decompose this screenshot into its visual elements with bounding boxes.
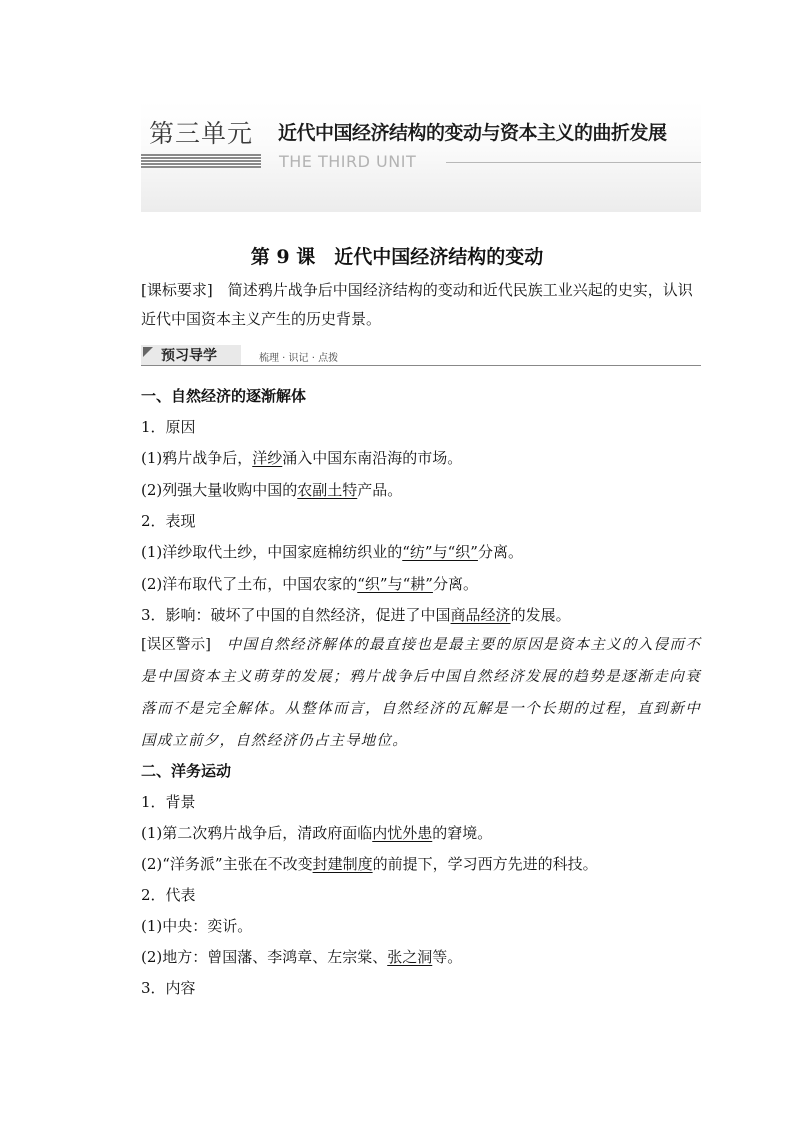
text: (2)地方：曾国藩、李鸿章、左宗棠、 [141, 948, 388, 966]
unit-label: 第三单元 [149, 119, 254, 148]
paragraph [141, 946, 462, 967]
section-heading: 二、洋务运动 [141, 762, 232, 780]
text: (2)洋布取代了土布，中国农家的 [141, 575, 358, 593]
text: 等。 [432, 948, 463, 966]
underlined-term: 洋纱 [252, 449, 283, 467]
text: 产品。 [357, 481, 403, 499]
underlined-term: 张之洞 [387, 948, 433, 966]
text: (1)鸦片战争后， [141, 449, 253, 467]
decorative-stripes [141, 154, 261, 168]
triangle-icon [143, 347, 153, 357]
paragraph [141, 541, 523, 562]
paragraph [141, 822, 492, 843]
underlined-term: 商品经济 [450, 606, 511, 624]
warning-note [141, 629, 701, 757]
paragraph [141, 447, 462, 468]
text: 分离。 [477, 543, 523, 561]
text: 的发展。 [510, 606, 571, 624]
paragraph [141, 479, 402, 500]
standard-requirement [141, 276, 701, 334]
subheading: 1．原因 [141, 418, 196, 436]
subheading: 1．背景 [141, 793, 196, 811]
underlined-term: 农副土特 [297, 481, 358, 499]
text: 的窘境。 [432, 824, 493, 842]
section-label: 预习导学 [161, 348, 217, 364]
warning-tag: [误区警示] [141, 637, 211, 653]
paragraph: (1)中央：奕䜣。 [141, 917, 253, 935]
paragraph [141, 604, 571, 625]
section-bar [141, 344, 701, 366]
text: 3．影响：破坏了中国的自然经济，促进了中国 [141, 606, 451, 624]
unit-english-title: THE THIRD UNIT [279, 152, 417, 171]
divider [446, 162, 701, 163]
paragraph [141, 853, 598, 874]
underlined-term: “纺”与“织” [402, 543, 478, 561]
subheading: 3．内容 [141, 979, 196, 997]
text: 涌入中国东南沿海的市场。 [282, 449, 463, 467]
section-sub: 梳理 · 识记 · 点拨 [259, 353, 339, 364]
standard-tag: [课标要求] [141, 281, 213, 299]
warning-text: 中国自然经济解体的最直接也是最主要的原因是资本主义的入侵而不是中国资本主义萌芽的发展；鸦片战争后中国自然经济发展的趋势是逐渐走向衰落而不是完全解体。从整体而言，自然经济的瓦解是一个长期的过程，直到新中国成立前夕，自然经济仍占主导地位。 [141, 637, 701, 749]
divider [141, 365, 701, 366]
unit-banner [141, 100, 701, 212]
standard-text: 简述鸦片战争后中国经济结构的变动和近代民族工业兴起的史实，认识近代中国资本主义产生的历史背景。 [141, 281, 693, 328]
text: (1)洋纱取代土纱，中国家庭棉纺织业的 [141, 543, 403, 561]
paragraph [141, 573, 478, 594]
lesson-title: 第 9 课 近代中国经济结构的变动 [250, 246, 544, 268]
subheading: 2．表现 [141, 512, 196, 530]
underlined-term: 内忧外患 [372, 824, 433, 842]
underlined-term: 封建制度 [312, 855, 373, 873]
text: 的前提下，学习西方先进的科技。 [372, 855, 598, 873]
text: (2)列强大量收购中国的 [141, 481, 298, 499]
underlined-term: “织”与“耕” [357, 575, 433, 593]
unit-title: 近代中国经济结构的变动与资本主义的曲折发展 [278, 122, 667, 144]
text: 分离。 [432, 575, 478, 593]
text: (1)第二次鸦片战争后，清政府面临 [141, 824, 373, 842]
text: (2)“洋务派”主张在不改变 [141, 855, 313, 873]
subheading: 2．代表 [141, 886, 196, 904]
section-heading: 一、自然经济的逐渐解体 [141, 387, 307, 405]
